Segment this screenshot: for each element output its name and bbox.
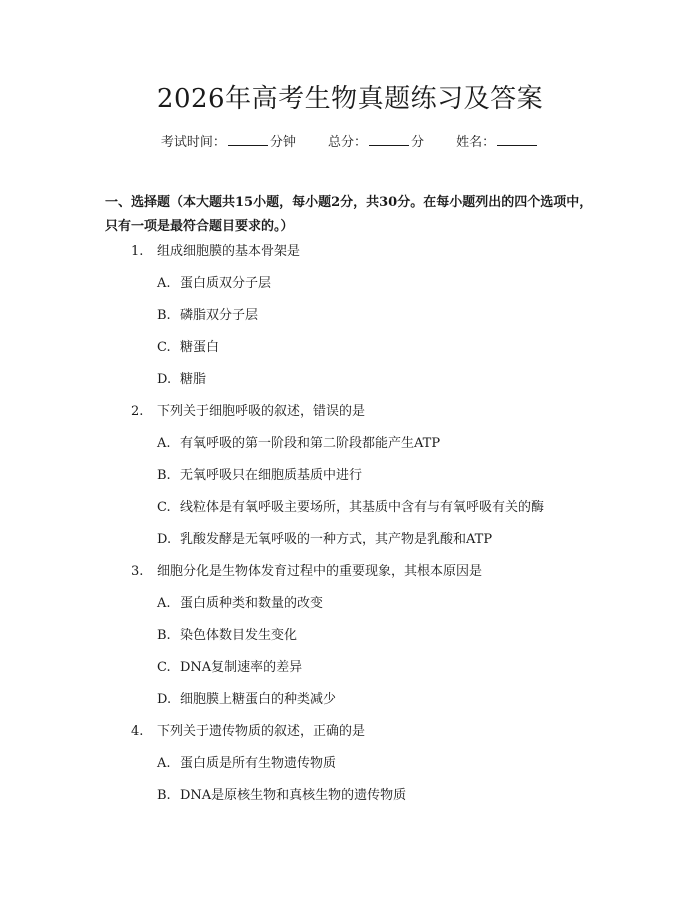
option-text: DNA复制速率的差异 (180, 660, 303, 675)
option-text: DNA是原核生物和真核生物的遗传物质 (180, 788, 407, 803)
page-title: 2026年高考生物真题练习及答案 (156, 84, 544, 114)
exam-info-line (0, 133, 700, 152)
question-2 (0, 400, 700, 432)
option-letter: D. (157, 372, 172, 387)
question-3 (0, 560, 700, 592)
question-stem: 下列关于细胞呼吸的叙述，错误的是 (157, 404, 366, 419)
question-number: 1. (131, 244, 144, 259)
option-text: 糖脂 (180, 372, 207, 387)
question-list (0, 240, 700, 816)
option-text: 染色体数目发生变化 (180, 628, 298, 643)
question-stem: 下列关于遗传物质的叙述，正确的是 (157, 724, 366, 739)
student-name-label: 姓名： (456, 135, 496, 150)
option-text: 磷脂双分子层 (180, 308, 259, 323)
option-letter: A. (157, 756, 171, 771)
option-letter: D. (157, 692, 172, 707)
option-letter: D. (157, 532, 172, 547)
option-letter: B. (157, 788, 171, 803)
option-letter: A. (157, 436, 171, 451)
option-text: 线粒体是有氧呼吸主要场所，其基质中含有与有氧呼吸有关的酶 (180, 500, 545, 515)
option-letter: B. (157, 628, 171, 643)
option-item (0, 496, 700, 528)
option-item (0, 624, 700, 656)
question-number: 4. (131, 724, 144, 739)
question-number: 3. (131, 564, 144, 579)
option-letter: A. (157, 276, 171, 291)
total-score-unit: 分 (411, 135, 425, 150)
option-item (0, 592, 700, 624)
exam-time-unit: 分钟 (269, 135, 296, 150)
option-item (0, 688, 700, 720)
option-item (0, 272, 700, 304)
option-item (0, 464, 700, 496)
option-item (0, 752, 700, 784)
total-score-blank (369, 133, 409, 146)
option-letter: C. (157, 500, 171, 515)
option-item (0, 368, 700, 400)
option-letter: B. (157, 468, 171, 483)
option-item (0, 656, 700, 688)
option-item (0, 528, 700, 560)
option-text: 蛋白质是所有生物遗传物质 (180, 756, 337, 771)
option-text: 蛋白质种类和数量的改变 (180, 596, 324, 611)
question-1 (0, 240, 700, 272)
question-number: 2. (131, 404, 144, 419)
option-letter: C. (157, 660, 171, 675)
option-text: 细胞膜上糖蛋白的种类减少 (180, 692, 337, 707)
student-name-blank (497, 133, 537, 146)
option-text: 有氧呼吸的第一阶段和第二阶段都能产生ATP (180, 436, 441, 451)
question-stem: 组成细胞膜的基本骨架是 (157, 244, 301, 259)
question-4 (0, 720, 700, 752)
exam-time-blank (228, 133, 268, 146)
option-item (0, 304, 700, 336)
option-text: 蛋白质双分子层 (180, 276, 272, 291)
option-item (0, 336, 700, 368)
exam-time-field (161, 135, 300, 150)
option-item (0, 432, 700, 464)
option-text: 无氧呼吸只在细胞质基质中进行 (180, 468, 363, 483)
option-letter: B. (157, 308, 171, 323)
option-item (0, 784, 700, 816)
option-text: 糖蛋白 (180, 340, 220, 355)
exam-time-label: 考试时间： (160, 135, 226, 150)
section-heading: 一、选择题（本大题共15小题，每小题2分，共30分。在每小题列出的四个选项中，只有一项是最符合题目要求的。） (105, 195, 593, 234)
question-stem: 细胞分化是生物体发育过程中的重要现象，其根本原因是 (157, 564, 483, 579)
student-name-field (456, 135, 539, 150)
option-text: 乳酸发酵是无氧呼吸的一种方式，其产物是乳酸和ATP (180, 532, 493, 547)
total-score-field (328, 135, 428, 150)
option-letter: C. (157, 340, 171, 355)
total-score-label: 总分： (327, 135, 367, 150)
option-letter: A. (157, 596, 171, 611)
